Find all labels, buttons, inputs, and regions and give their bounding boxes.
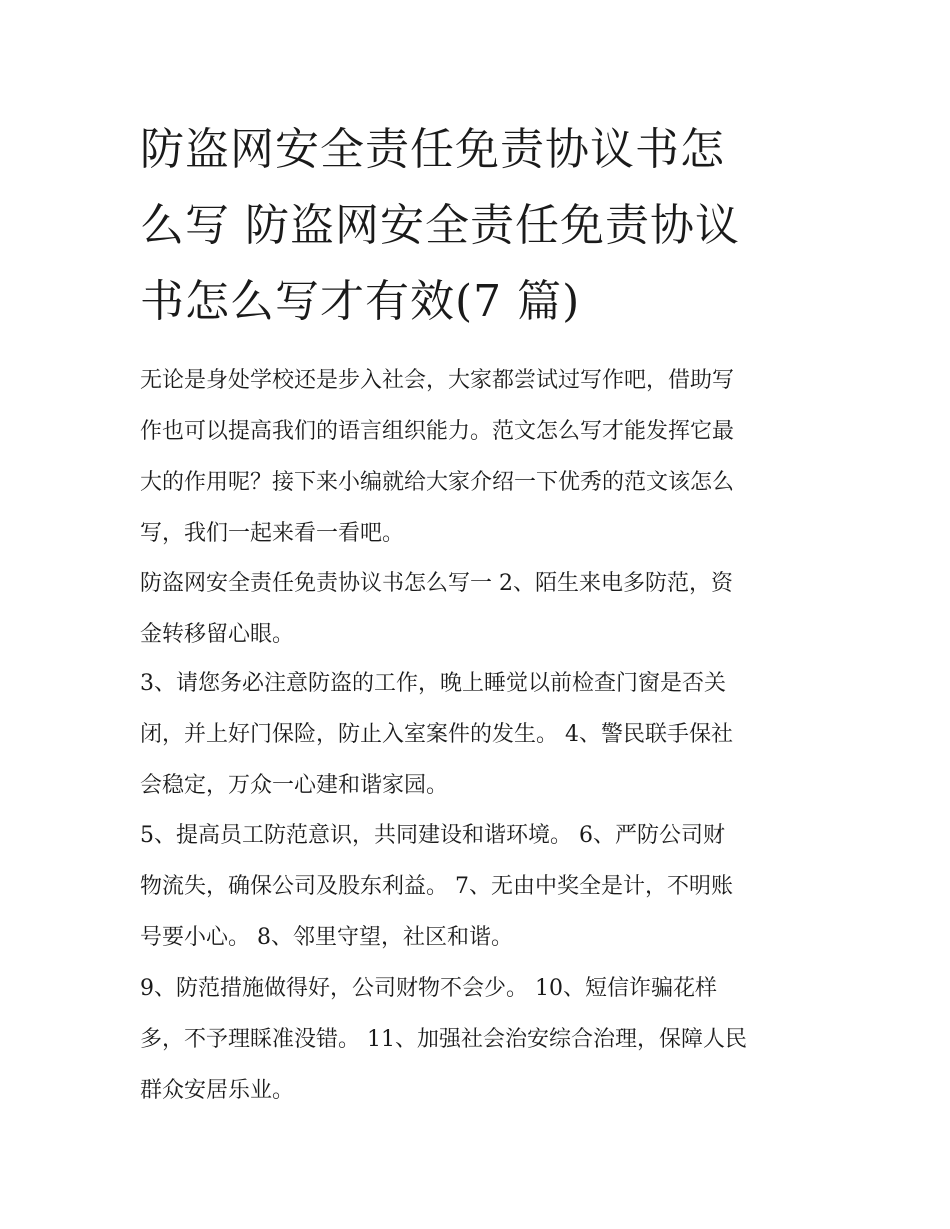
- slogan-paragraph: [140, 963, 820, 1116]
- paragraph-line: 3、请您务必注意防盗的工作，晚上睡觉以前检查门窗是否关: [140, 671, 726, 696]
- paragraph-line: 物流失，确保公司及股东利益。 7、无由中奖全是计，不明账: [140, 874, 733, 899]
- intro-paragraph: [140, 355, 820, 559]
- title-line: 么写 防盗网安全责任免责协议: [140, 200, 740, 251]
- slogan-paragraph: [140, 810, 820, 963]
- slogan-paragraph: [140, 658, 820, 811]
- paragraph-line: 无论是身处学校还是步入社会，大家都尝试过写作吧，借助写: [140, 368, 735, 393]
- paragraph-line: 金转移留心眼。: [140, 622, 295, 647]
- paragraph-line: 号要小心。 8、邻里守望，社区和谐。: [140, 925, 513, 950]
- paragraph-line: 防盗网安全责任免责协议书怎么写一 2、陌生来电多防范，资: [140, 571, 733, 596]
- paragraph-line: 5、提高员工防范意识，共同建设和谐环境。 6、严防公司财: [140, 823, 725, 848]
- paragraph-line: 作也可以提高我们的语言组织能力。范文怎么写才能发挥它最: [140, 419, 735, 444]
- paragraph-line: 写，我们一起来看一看吧。: [140, 521, 405, 546]
- paragraph-line: 群众安居乐业。: [140, 1078, 295, 1103]
- title-line: 书怎么写才有效(7 篇): [140, 276, 581, 327]
- document-title: [140, 112, 820, 340]
- paragraph-line: 9、防范措施做得好，公司财物不会少。 10、短信诈骗花样: [140, 976, 717, 1001]
- paragraph-line: 多，不予理睬准没错。 11、加强社会治安综合治理，保障人民: [140, 1027, 747, 1052]
- title-line: 防盗网安全责任免责协议书怎: [140, 124, 725, 175]
- paragraph-line: 闭，并上好门保险，防止入室案件的发生。 4、警民联手保社: [140, 722, 733, 747]
- paragraph-line: 大的作用呢？接下来小编就给大家介绍一下优秀的范文该怎么: [140, 470, 735, 495]
- paragraph-line: 会稳定，万众一心建和谐家园。: [140, 773, 449, 798]
- section-one-paragraph: [140, 558, 820, 660]
